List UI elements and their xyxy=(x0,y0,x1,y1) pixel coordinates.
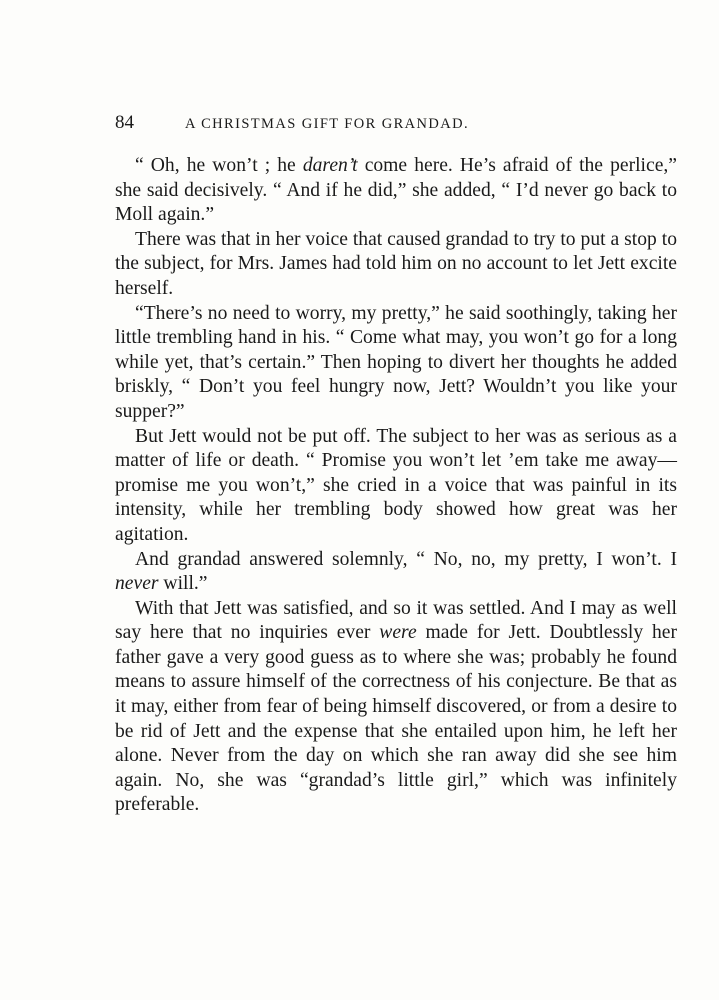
text-run: With that Jett was satisfied, and so it was settled. And I may as well say here that no inquiries ever xyxy=(115,597,677,644)
body-text xyxy=(115,154,677,818)
italic-text: never xyxy=(115,573,159,595)
paragraph xyxy=(115,228,677,302)
italic-text: were xyxy=(379,622,417,644)
chapter-running-title: A CHRISTMAS GIFT FOR GRANDAD. xyxy=(185,116,470,132)
text-run: come here. He’s afraid of the perlice,” she said decisively. “ And if he did,” she added, “ I’d never go back to Moll again.” xyxy=(115,155,677,226)
text-run: will.” xyxy=(158,573,208,595)
paragraph xyxy=(115,597,677,818)
paragraph xyxy=(115,425,677,548)
text-run: There was that in her voice that caused grandad to try to put a stop to the subject, for Mrs. James had told him on no account to let Jett excite herself. xyxy=(115,228,677,299)
paragraph xyxy=(115,548,677,597)
text-run: made for Jett. Doubtlessly her father gave a very good guess as to where she was; probably he found means to assure himself of the correctness of his conjecture. Be that as it may, either from fear of being himself discovered, or from a desire to be rid of Jett and the expense that she entailed upon him, he left her alone. Never from the day on which she ran away did she see him again. No, she was “grandad’s little girl,” which was infinitely preferable. xyxy=(115,622,677,816)
running-head xyxy=(115,112,677,140)
text-run: “There’s no need to worry, my pretty,” he said soothingly, taking her little trembling hand in his. “ Come what may, you won’t go for a long while yet, that’s certain.” Then hoping to divert her thoughts he added briskly, “ Don’t you feel hungry now, Jett? Wouldn’t you like your supper?” xyxy=(115,302,677,422)
paragraph xyxy=(115,154,677,228)
page-number: 84 xyxy=(115,112,134,133)
text-run: “ Oh, he won’t ; he xyxy=(135,155,303,176)
book-page xyxy=(115,112,677,818)
text-run: And grandad answered solemnly, “ No, no, my pretty, I won’t. I xyxy=(135,548,677,570)
italic-text: daren’t xyxy=(302,155,358,176)
paragraph xyxy=(115,302,677,425)
text-run: But Jett would not be put off. The subject to her was as serious as a matter of life or death. “ Promise you won’t let ’em take me away—promise me you won’t,” she cried in a voice that was painful in its intensity, while her trembling body showed how great was her agitation. xyxy=(115,425,677,545)
